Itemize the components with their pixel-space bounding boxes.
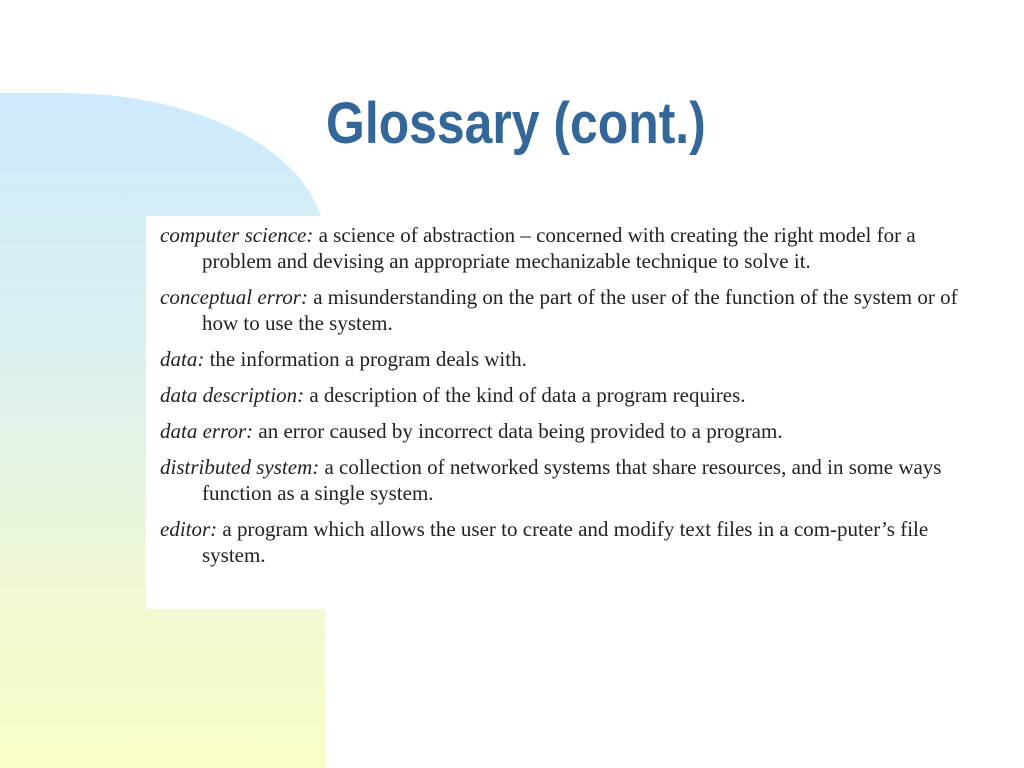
glossary-term: computer science: xyxy=(160,223,314,247)
glossary-definition: a collection of networked systems that share resources, and in some ways function as a single system. xyxy=(202,455,942,505)
glossary-definition: the information a program deals with. xyxy=(209,347,527,371)
glossary-definition: a description of the kind of data a program requires. xyxy=(309,383,746,407)
glossary-term: data: xyxy=(160,347,205,371)
glossary-term: data description: xyxy=(160,383,305,407)
glossary-entry-computer-science xyxy=(160,222,990,274)
glossary-entry-data-description xyxy=(160,382,990,408)
glossary-term: conceptual error: xyxy=(160,285,308,309)
glossary-definition: a science of abstraction – concerned with creating the right model for a problem and devising an appropriate mechanizable technique to solve it. xyxy=(202,223,916,273)
slide-title: Glossary (cont.) xyxy=(326,91,706,156)
glossary-list xyxy=(160,222,990,578)
glossary-term: data error: xyxy=(160,419,254,443)
glossary-entry-data-error xyxy=(160,418,990,444)
glossary-entry-data xyxy=(160,346,990,372)
glossary-term: distributed system: xyxy=(160,455,320,479)
glossary-entry-distributed-system xyxy=(160,454,990,506)
glossary-entry-editor xyxy=(160,516,990,568)
glossary-definition: an error caused by incorrect data being provided to a program. xyxy=(258,419,783,443)
glossary-term: editor: xyxy=(160,517,218,541)
glossary-definition: a program which allows the user to create and modify text files in a com-puter’s file system. xyxy=(202,517,929,567)
glossary-definition: a misunderstanding on the part of the user of the function of the system or of how to use the system. xyxy=(202,285,958,335)
glossary-entry-conceptual-error xyxy=(160,284,990,336)
